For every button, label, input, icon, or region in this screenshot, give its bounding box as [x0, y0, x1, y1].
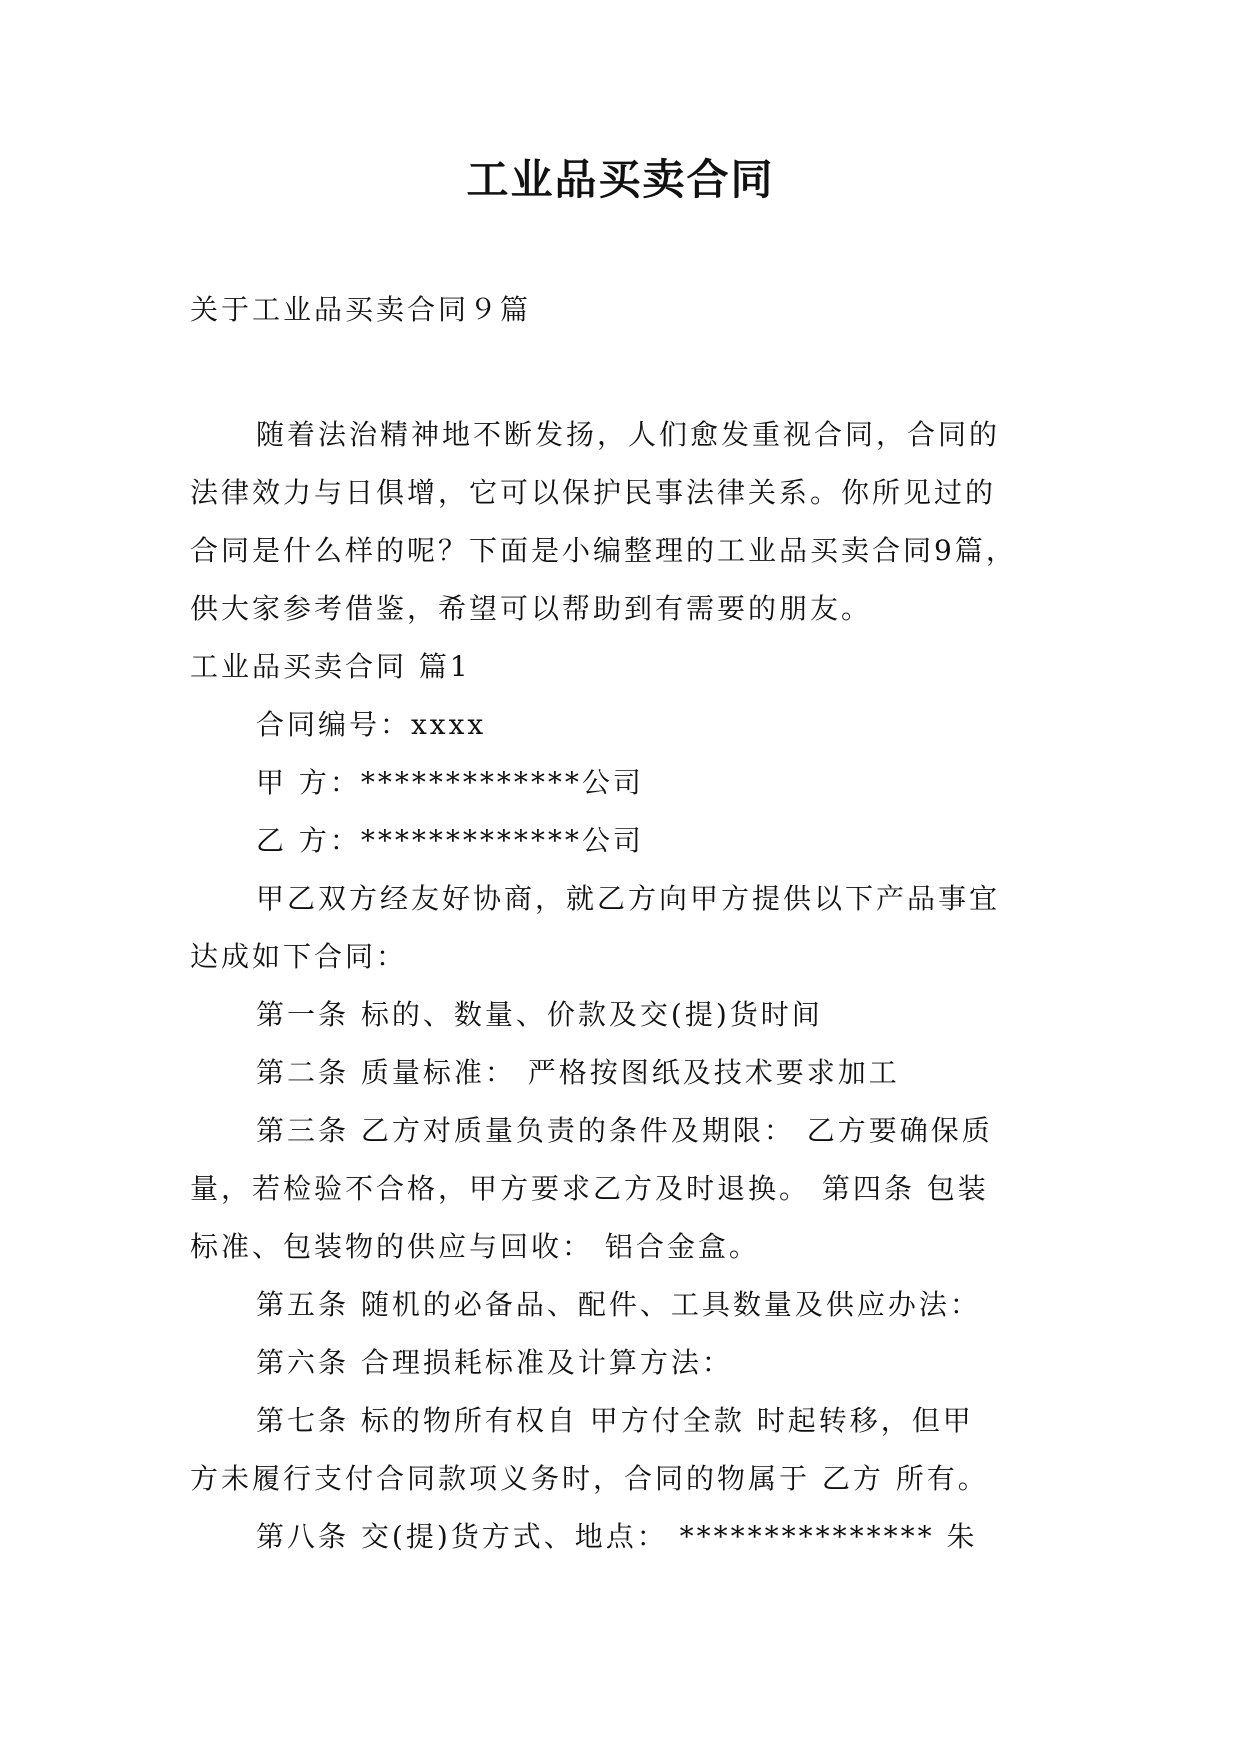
article-3-line: 量，若检验不合格，甲方要求乙方及时退换。 第四条 包装 — [190, 1172, 989, 1205]
article-3-line: 标准、包装物的供应与回收： 铝合金盒。 — [190, 1230, 760, 1263]
article-6: 第六条 合理损耗标准及计算方法： — [256, 1346, 733, 1379]
intro-line: 合同是什么样的呢？下面是小编整理的工业品买卖合同9篇， — [190, 534, 1017, 567]
contract-section — [190, 638, 1050, 1566]
agreement-line: 甲乙双方经友好协商，就乙方向甲方提供以下产品事宜 — [256, 882, 1001, 915]
article-3-line: 第三条 乙方对质量负责的条件及期限： 乙方要确保质 — [256, 1114, 993, 1147]
article-2: 第二条 质量标准： 严格按图纸及技术要求加工 — [256, 1056, 900, 1089]
section-heading: 工业品买卖合同 篇1 — [190, 650, 471, 683]
article-7-line: 第七条 标的物所有权自 甲方付全款 时起转移，但甲 — [256, 1404, 974, 1437]
intro-paragraph — [190, 406, 1050, 638]
article-7-line: 方未履行支付合同款项义务时，合同的物属于 乙方 所有。 — [190, 1462, 989, 1495]
party-b: 乙 方：*************公司 — [256, 824, 644, 857]
document-subtitle: 关于工业品买卖合同９篇 — [190, 293, 532, 326]
contract-number: 合同编号：xxxx — [256, 708, 487, 741]
article-1: 第一条 标的、数量、价款及交(提)货时间 — [256, 998, 823, 1031]
article-5: 第五条 随机的必备品、配件、工具数量及供应办法： — [256, 1288, 981, 1321]
intro-line: 供大家参考借鉴，希望可以帮助到有需要的朋友。 — [190, 592, 873, 625]
intro-line: 法律效力与日俱增，它可以保护民事法律关系。你所见过的 — [190, 476, 997, 509]
party-a: 甲 方：*************公司 — [256, 766, 644, 799]
intro-line: 随着法治精神地不断发扬，人们愈发重视合同，合同的 — [256, 418, 1001, 451]
document-title: 工业品买卖合同 — [466, 155, 775, 204]
agreement-line: 达成如下合同： — [190, 940, 408, 973]
article-8: 第八条 交(提)货方式、地点： *************** 朱 — [256, 1520, 978, 1553]
